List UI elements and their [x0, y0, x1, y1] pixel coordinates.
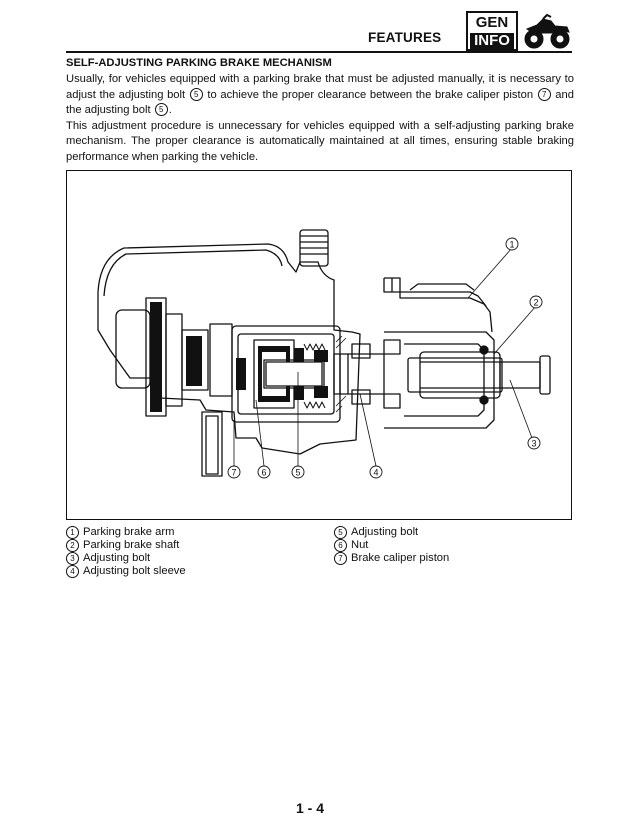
callout-1 — [506, 238, 518, 250]
svg-text:6: 6 — [261, 467, 267, 478]
paragraph-2: This adjustment procedure is unnecessary for vehicles equipped with a self-adjusting parking brake mechanism. The proper clearance is automatically maintained at all times, ensuring stable braking performance when parking the vehicle. — [66, 119, 574, 163]
svg-text:4: 4 — [373, 467, 379, 478]
header-section-title: FEATURES — [368, 30, 442, 45]
section-title: SELF-ADJUSTING PARKING BRAKE MECHANISM — [66, 57, 332, 69]
paragraph-1: Usually, for vehicles equipped with a parking brake that must be adjusted manually, it is necessary to adjust the adjusting bolt 5 to achieve the proper clearance between the brake caliper piston 7 and the adjusting bolt 5 . — [66, 73, 574, 117]
callout-5 — [292, 466, 304, 478]
legend-item: 7 Brake caliper piston — [334, 552, 449, 565]
callout-4 — [370, 466, 382, 478]
svg-text:7: 7 — [231, 467, 237, 478]
callout-3 — [528, 437, 540, 449]
svg-text:5: 5 — [295, 467, 301, 478]
svg-text:2: 2 — [533, 297, 539, 308]
ref-circle: 7 — [538, 88, 551, 101]
badge-line-gen: GEN — [475, 14, 509, 31]
legend-item: 5 Adjusting bolt — [334, 526, 449, 539]
legend-right — [334, 526, 449, 565]
page-number: 1 - 4 — [296, 800, 325, 816]
legend-item: 2 Parking brake shaft — [66, 539, 186, 552]
callout-6 — [258, 466, 270, 478]
svg-text:3: 3 — [531, 438, 537, 449]
callout-2 — [530, 296, 542, 308]
ref-circle: 5 — [190, 88, 203, 101]
legend-item: 4 Adjusting bolt sleeve — [66, 565, 186, 578]
callout-7 — [228, 466, 240, 478]
legend-item: 3 Adjusting bolt — [66, 552, 186, 565]
legend-item: 6 Nut — [334, 539, 449, 552]
legend-item: 1 Parking brake arm — [66, 526, 186, 539]
badge-line-info: INFO — [470, 33, 514, 49]
svg-text:1: 1 — [509, 239, 515, 250]
ref-circle: 5 — [155, 103, 168, 116]
legend-left — [66, 526, 186, 578]
